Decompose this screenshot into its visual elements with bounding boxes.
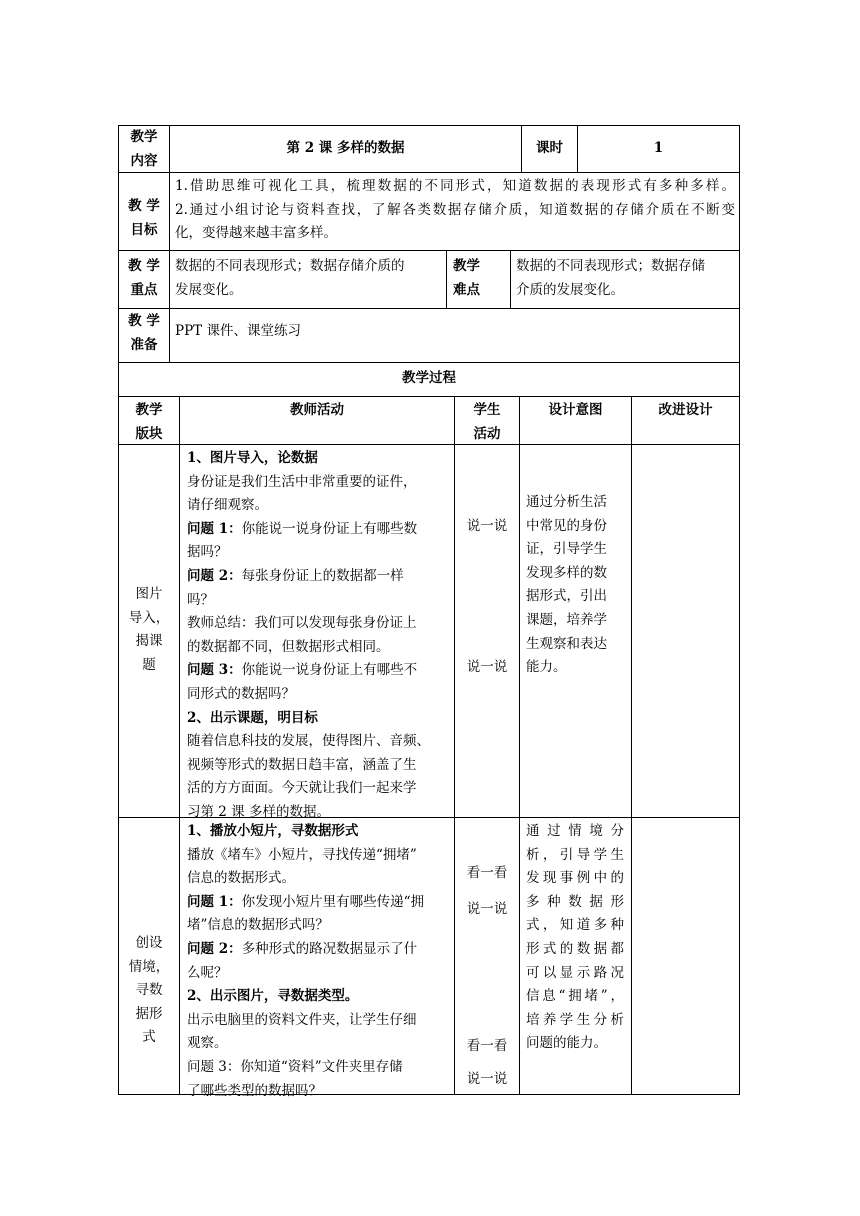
row-divider xyxy=(118,444,740,445)
goal-label: 教 学 目标 xyxy=(128,198,160,238)
teacher-activity-line: 身份证是我们生活中非常重要的证件， xyxy=(187,473,417,490)
intent-line: 中常见的身份 xyxy=(526,517,607,534)
teacher-activity-line: 习第 2 课 多样的数据。 xyxy=(187,803,330,820)
teacher-activity-line: 随着信息科技的发展，使得图片、音频、 xyxy=(187,733,430,750)
column-divider xyxy=(519,396,520,1094)
intent-line: 可以显示路况 xyxy=(526,964,624,981)
content-label: 教学 内容 xyxy=(130,129,158,169)
column-divider xyxy=(631,396,632,1094)
row1-section-label: 图片 导入， 揭课 题 xyxy=(128,586,170,673)
question-label: 问题 3： xyxy=(187,662,242,679)
intent-line: 式，知道多种 xyxy=(526,917,624,934)
teacher-activity-line: 问题 2：每张身份证上的数据都一样 xyxy=(187,567,404,584)
focus-label: 教 学 重点 xyxy=(128,258,160,298)
prep-label: 教 学 准备 xyxy=(128,313,160,353)
row2-section-label: 创设 情境， 寻数 据形 式 xyxy=(128,935,170,1046)
row2-teacher-activity xyxy=(187,820,449,1103)
table-top-border xyxy=(118,125,740,126)
intent-line: 析，引导学生 xyxy=(526,846,624,863)
row1-student-activity-2: 说一说 xyxy=(466,659,508,675)
col-header-intent: 设计意图 xyxy=(548,402,603,418)
col-header-student: 学生 活动 xyxy=(473,402,501,442)
row2-student-activity-3: 看一看 xyxy=(466,1038,508,1054)
intent-line: 生观察和表达 xyxy=(526,635,607,652)
difficulty-text: 数据的不同表现形式；数据存储 介质的发展变化。 xyxy=(516,258,705,298)
row-divider xyxy=(118,362,740,363)
intent-line: 通过分析生活 xyxy=(526,494,607,510)
teacher-activity-line: 问题 3：你知道“资料”文件夹里存储 xyxy=(187,1058,403,1075)
teacher-activity-line: 同形式的数据吗？ xyxy=(187,685,295,702)
teacher-activity-line: 2、出示课题，明目标 xyxy=(187,709,318,726)
row2-student-activity-2: 说一说 xyxy=(466,901,508,917)
teacher-activity-line: 问题 2：多种形式的路况数据显示了什 xyxy=(187,940,418,957)
col-header-teacher: 教师活动 xyxy=(290,402,344,418)
teacher-activity-line: 么呢？ xyxy=(187,964,228,981)
goal-line: 化，变得越来越丰富多样。 xyxy=(175,225,337,242)
col-header-section: 教学 版块 xyxy=(135,402,163,442)
intent-line: 证，引导学生 xyxy=(526,541,607,558)
focus-text: 数据的不同表现形式；数据存储介质的 发展变化。 xyxy=(175,258,405,298)
question-label: 问题 1： xyxy=(187,520,242,537)
question-label: 问题 2： xyxy=(187,940,242,957)
intent-line: 通 过 情 境 分 xyxy=(526,823,624,839)
column-divider xyxy=(179,396,180,1094)
intent-line: 发现事例中的 xyxy=(526,870,624,887)
goal-line: 2.通过小组讨论与资料查找，了解各类数据存储介质，知道数据的存储介质在不断变 xyxy=(175,201,735,218)
teacher-activity-line: 教师总结：我们可以发现每张身份证上 xyxy=(187,615,417,632)
teacher-activity-line: 问题 1：你能说一说身份证上有哪些数 xyxy=(187,520,418,537)
teacher-activity-line: 据吗？ xyxy=(187,544,228,561)
teacher-activity-line: 信息的数据形式。 xyxy=(187,870,295,887)
intent-line: 信息“拥堵”， xyxy=(526,988,624,1005)
row1-student-activity-1: 说一说 xyxy=(466,518,508,534)
row2-design-intent xyxy=(526,820,624,1056)
column-divider xyxy=(510,250,511,308)
row2-student-activity-1: 看一看 xyxy=(466,865,508,881)
col-header-improve: 改进设计 xyxy=(658,402,713,418)
question-label: 问题 2： xyxy=(187,567,242,584)
column-divider xyxy=(454,396,455,1094)
teacher-activity-line: 吗？ xyxy=(187,591,214,608)
column-divider xyxy=(446,250,447,308)
intent-line: 培养学生分析 xyxy=(526,1011,624,1028)
teacher-activity-line: 视频等形式的数据日趋丰富，涵盖了生 xyxy=(187,756,417,773)
table-right-border xyxy=(739,125,740,1095)
prep-text: PPT 课件、课堂练习 xyxy=(175,323,301,339)
goal-line: 1.借助思维可视化工具，梳理数据的不同形式，知道数据的表现形式有多种多样。 xyxy=(175,178,735,194)
row-divider xyxy=(118,172,740,173)
intent-line: 多 种 数 据 形 xyxy=(526,893,624,910)
question-label: 问题 1： xyxy=(187,893,242,910)
row-divider xyxy=(118,250,740,251)
intent-line: 形式的数据都 xyxy=(526,940,624,957)
row2-student-activity-4: 说一说 xyxy=(466,1071,508,1087)
teacher-activity-line: 请仔细观察。 xyxy=(187,497,268,514)
intent-line: 发现多样的数 xyxy=(526,564,607,581)
teacher-activity-line: 出示电脑里的资料文件夹，让学生仔细 xyxy=(187,1011,417,1028)
teacher-activity-line: 1、播放小短片，寻数据形式 xyxy=(187,823,359,839)
row1-design-intent xyxy=(526,491,626,680)
row-divider xyxy=(118,308,740,309)
teacher-activity-line: 问题 1：你发现小短片里有哪些传递“拥 xyxy=(187,893,424,910)
teacher-activity-line: 观察。 xyxy=(187,1035,228,1052)
teacher-activity-line: 堵”信息的数据形式吗？ xyxy=(187,917,329,934)
intent-line: 课题，培养学 xyxy=(526,611,607,628)
teacher-activity-line: 活的方方面面。今天就让我们一起来学 xyxy=(187,780,417,797)
process-title: 教学过程 xyxy=(402,370,456,386)
period-label: 课时 xyxy=(536,140,563,156)
intent-line: 能力。 xyxy=(526,659,567,676)
intent-line: 据形式，引出 xyxy=(526,588,607,605)
teacher-activity-line: 1、图片导入，论数据 xyxy=(187,450,318,466)
teacher-activity-line: 了哪些类型的数据吗？ xyxy=(187,1082,322,1099)
teacher-activity-line: 播放《堵车》小短片，寻找传递“拥堵” xyxy=(187,846,417,863)
teacher-activity-line: 问题 3：你能说一说身份证上有哪些不 xyxy=(187,662,418,679)
lesson-title: 第 2 课 多样的数据 xyxy=(286,140,405,156)
difficulty-label: 教学 难点 xyxy=(453,258,480,298)
row1-teacher-activity xyxy=(187,447,449,825)
period-value: 1 xyxy=(653,140,664,156)
teacher-activity-line: 2、出示图片，寻数据类型。 xyxy=(187,988,359,1005)
row-divider xyxy=(118,396,740,397)
goals-text xyxy=(175,175,735,246)
intent-line: 问题的能力。 xyxy=(526,1035,607,1052)
teacher-activity-line: 的数据都不同，但数据形式相同。 xyxy=(187,638,390,655)
